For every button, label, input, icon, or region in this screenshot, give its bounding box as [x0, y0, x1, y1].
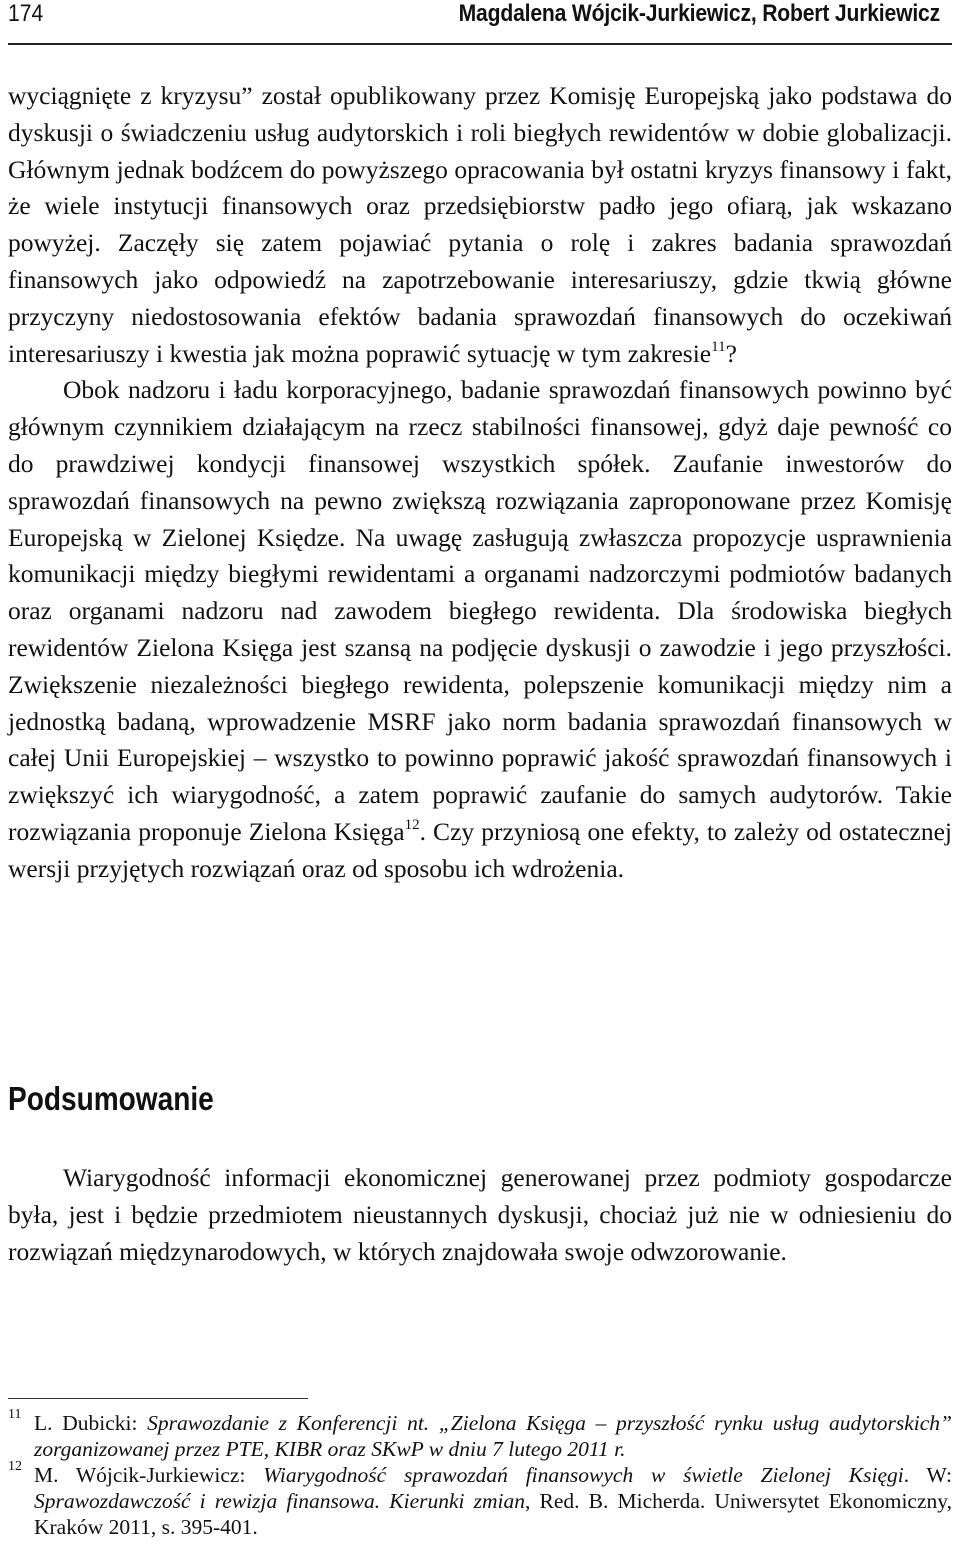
paragraph-text: ? [725, 338, 737, 368]
paragraph [8, 78, 952, 372]
main-text [8, 78, 952, 888]
footnote-author: M. Wójcik-Jurkiewicz: [34, 1463, 264, 1487]
paragraph-text: . Czy przyniosą one efekty, to zależy od ostatecznej wersji przyjętych rozwiązań oraz od sposobu ich wdrożenia. [8, 816, 952, 883]
footnote-title: Sprawozdawczość i rewizja finansowa. Kierunki zmian [34, 1489, 526, 1513]
summary-text [8, 1160, 952, 1270]
footnote-12 [8, 1459, 952, 1540]
page-number: 174 [8, 0, 44, 27]
footnote-title: Sprawozdanie z Konferencji nt. „Zielona Księga – przyszłość rynku usług audytorskich” zorganizowanej przez PTE, KIBR oraz SKwP w dniu 7 lutego 2011 r. [34, 1411, 952, 1461]
section-heading: Podsumowanie [8, 1080, 214, 1117]
paragraph-text: wyciągnięte z kryzysu” został opublikowany przez Komisję Europejską jako podstawa do dyskusji o świadczeniu usług audytorskich i roli biegłych rewidentów w dobie globalizacji. Głównym jednak bodźcem do powyższego opracowania był ostatni kryzys finansowy i fakt, że wiele instytucji finansowych oraz przedsiębiorstw padło jego ofiarą, jak wskazano powyżej. Zaczęły się zatem pojawiać pytania o rolę i zakres badania sprawozdań finansowych jako odpowiedź na zapotrzebowanie interesariuszy, gdzie tkwią główne przyczyny niedostosowania efektów badania sprawozdań finansowych do oczekiwań interesariuszy i kwestia jak można poprawić sytuację w tym zakresie [8, 81, 952, 368]
header-rule [8, 43, 952, 45]
footnotes [8, 1407, 952, 1540]
footnote-text: , Red. B. Micherda. Uniwersytet Ekonomiczny, Kraków 2011, s. 395-401. [34, 1489, 952, 1539]
paragraph-text: Obok nadzoru i ładu korporacyjnego, badanie sprawozdań finansowych powinno być głównym czynnikiem działającym na rzecz stabilności finansowej, gdyż daje pewność co do prawdziwej kondycji finansowej wszystkich spółek. Zaufanie inwestorów do sprawozdań finansowych na pewno zwiększą rozwiązania zaproponowane przez Komisję Europejską w Zielonej Księdze. Na uwagę zasługują zwłaszcza propozycje usprawnienia komunikacji między biegłymi rewidentami a organami nadzorczymi podmiotów badanych oraz organami nadzoru nad zawodem biegłego rewidenta. Dla środowiska biegłych rewidentów Zielona Księga jest szansą na podjęcie dyskusji o zawodzie i jego przyszłości. Zwiększenie niezależności biegłego rewidenta, polepszenie komunikacji między nim a jednostką badaną, wprowadzenie MSRF jako norm badania sprawozdań finansowych w całej Unii Europejskiej – wszystko to powinno poprawić jakość sprawozdań finansowych i zwiększyć ich wiarygodność, a zatem poprawić zaufanie do samych audytorów. Takie rozwiązania proponuje Zielona Księga [8, 375, 952, 846]
footnote-mark: 11 [8, 1407, 22, 1422]
footnote-ref-12[interactable]: 12 [404, 816, 420, 833]
footnote-11 [8, 1407, 952, 1462]
paragraph [8, 372, 952, 887]
footnote-author: L. Dubicki: [34, 1411, 148, 1435]
footnote-title: Wiarygodność sprawozdań finansowych w świetle Zielonej Księgi [263, 1463, 904, 1487]
footnote-text: . W: [903, 1463, 952, 1487]
page-header [8, 0, 952, 36]
paragraph: Wiarygodność informacji ekonomicznej generowanej przez podmioty gospodarcze była, jest i będzie przedmiotem nieustannych dyskusji, chociaż już nie w odniesieniu do rozwiązań międzynarodowych, w których znajdowała swoje odwzorowanie. [8, 1163, 952, 1266]
footnote-rule [8, 1398, 308, 1399]
footnote-mark: 12 [8, 1459, 22, 1474]
footnote-ref-11[interactable]: 11 [711, 338, 726, 355]
running-head: Magdalena Wójcik-Jurkiewicz, Robert Jurkiewicz [458, 0, 940, 27]
